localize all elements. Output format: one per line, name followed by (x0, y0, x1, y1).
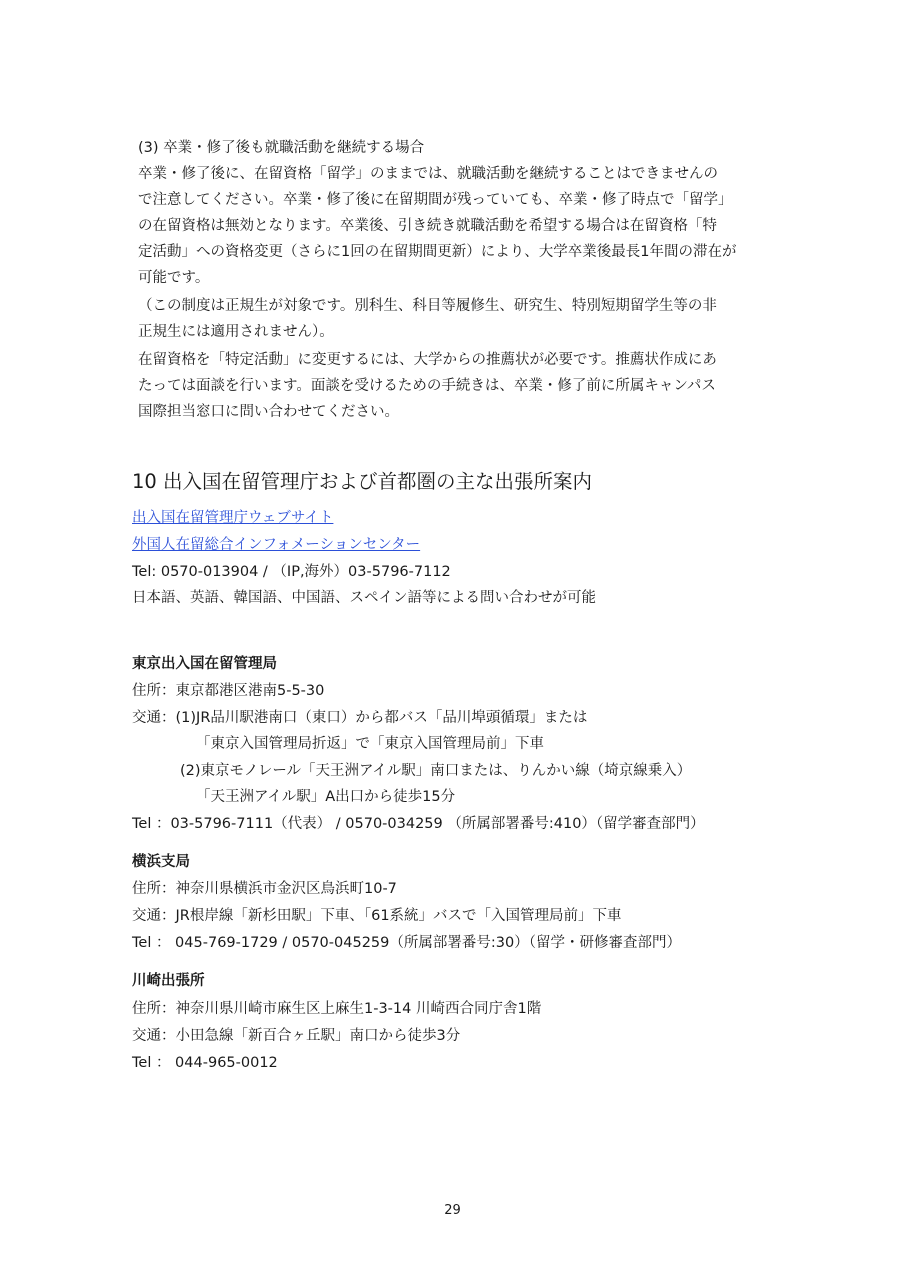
paragraph-line: の在留資格は無効となります。卒業後、引き続き就職活動を希望する場合は在留資格「特 (138, 218, 717, 234)
tokyo-access-1b: 「東京入国管理局折返」で「東京入国管理局前」下車 (196, 736, 544, 752)
tokyo-access-2b: 「天王洲アイル駅」A出口から徒歩15分 (196, 789, 456, 805)
tokyo-address: 住所：東京都港区港南5-5-30 (132, 683, 325, 699)
paragraph-line: 正規生には適用されません）。 (138, 324, 334, 340)
info-center-link[interactable]: 外国人在留総合インフォメーションセンター (132, 537, 421, 553)
info-center-tel: Tel: 0570-013904 / （IP,海外）03-5796-7112 (132, 564, 451, 580)
kawasaki-access: 交通：小田急線「新百合ヶ丘駅」南口から徒歩3分 (132, 1028, 461, 1044)
section-10-title: 10 出入国在留管理庁および首都圏の主な出張所案内 (132, 470, 593, 493)
yokohama-access: 交通：JR根岸線「新杉田駅」下車、「61系統」バスで「入国管理局前」下車 (132, 908, 622, 924)
paragraph-line: で注意してください。卒業・修了後に在留期間が残っていても、卒業・修了時点で「留学」 (138, 192, 733, 208)
tokyo-access-1: 交通：(1)JR品川駅港南口（東口）から都バス「品川埠頭循環」または (132, 710, 588, 726)
page-number: 29 (444, 1203, 461, 1218)
paragraph-line: 卒業・修了後に、在留資格「留学」のままでは、就職活動を継続することはできませんの (138, 166, 718, 182)
paragraph-line: 可能です。 (138, 270, 210, 286)
tokyo-tel: Tel ：03-5796-7111（代表） / 0570-034259 （所属部署番号:410）（留学審査部門） (132, 816, 705, 832)
yokohama-office-name: 横浜支局 (132, 854, 190, 870)
kawasaki-address: 住所：神奈川県川崎市麻生区上麻生1-3-14 川崎西合同庁舎1階 (132, 1001, 542, 1017)
paragraph-line: 在留資格を「特定活動」に変更するには、大学からの推薦状が必要です。推薦状作成にあ (138, 352, 717, 368)
immigration-website-link[interactable]: 出入国在留管理庁ウェブサイト (132, 510, 334, 526)
paragraph-line: （この制度は正規生が対象です。別科生、科目等履修生、研究生、特別短期留学生等の非 (138, 298, 717, 314)
yokohama-address: 住所：神奈川県横浜市金沢区鳥浜町10-7 (132, 881, 397, 897)
languages-note: 日本語、英語、韓国語、中国語、スペイン語等による問い合わせが可能 (132, 590, 596, 606)
paragraph-line: 国際担当窓口に問い合わせてください。 (138, 404, 399, 420)
paragraph-line: 定活動」への資格変更（さらに1回の在留期間更新）により、大学卒業後最長1年間の滞在が (138, 244, 737, 260)
tokyo-office-name: 東京出入国在留管理局 (132, 656, 277, 672)
section-3-heading: (3) 卒業・修了後も就職活動を継続する場合 (138, 140, 425, 156)
kawasaki-office-name: 川崎出張所 (132, 973, 205, 989)
paragraph-line: たっては面談を行います。面談を受けるための手続きは、卒業・修了前に所属キャンパス (138, 378, 716, 394)
kawasaki-tel: Tel ： 044-965-0012 (132, 1055, 278, 1071)
yokohama-tel: Tel ： 045-769-1729 / 0570-045259（所属部署番号:30）（留学・研修審査部門） (132, 935, 681, 951)
tokyo-access-2: (2)東京モノレール「天王洲アイル駅」南口または、りんかい線（埼京線乗入） (180, 763, 692, 779)
